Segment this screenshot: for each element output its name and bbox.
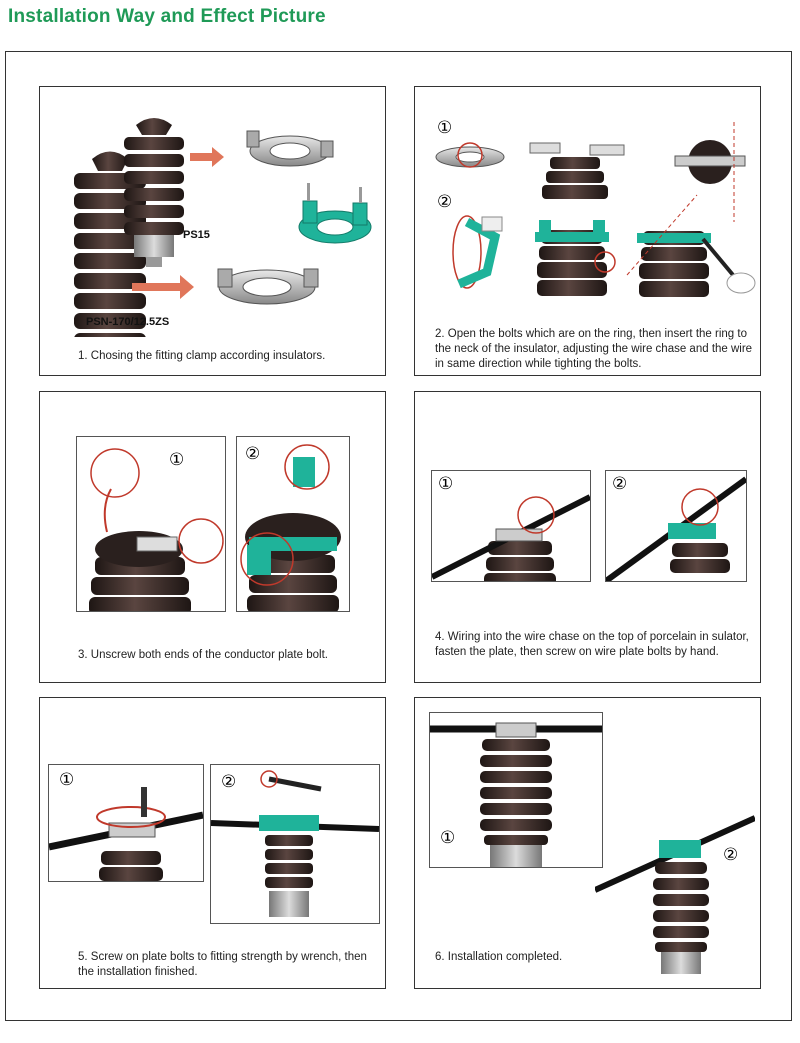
psn-label: PSN-170/12.5ZS [86,316,170,328]
step-4-photo-1 [431,470,591,582]
step-6-panel [414,697,761,989]
unscrew-photo-1 [77,437,225,611]
step-3-panel [39,391,386,683]
step-6-photo-1 [429,712,603,868]
completed-photo-1 [430,713,602,867]
wiring-photo-1 [432,471,590,581]
step-4-caption: 4. Wiring into the wire chase on the top of porcelain in sulator, fasten the plate, then screw on wire plate bolts by hand. [435,631,749,658]
step-2-panel [414,86,761,376]
marker-2: ② [612,474,628,493]
ring-insertion-illustration [415,87,760,312]
wrench-photo-1 [49,765,203,881]
marker-2: ② [723,845,739,864]
ps15-label: PS15 [183,229,210,241]
step-3-photo-2 [236,436,350,612]
step-3-photo-1 [76,436,226,612]
page-title: Installation Way and Effect Picture [8,6,326,27]
marker-1: ① [440,828,456,847]
step-5-panel [39,697,386,989]
step-5-photo-2 [210,764,380,924]
clamp-selection-illustration [40,87,385,337]
marker-1: ① [59,770,75,789]
step-5-caption: 5. Screw on plate bolts to fitting strength by wrench, then the installation finished. [78,951,367,978]
marker-1: ① [437,118,453,137]
step-4-panel [414,391,761,683]
marker-1: ① [169,450,185,469]
step-5-photo-1 [48,764,204,882]
step-2-caption: 2. Open the bolts which are on the ring, then insert the ring to the neck of the insulator, adjusting the wire chase and the wire in same direction while tighting the bolts. [435,328,753,370]
step-6-caption: 6. Installation completed. [435,951,563,963]
wrench-photo-2 [211,765,379,923]
marker-2: ② [245,444,261,463]
wiring-photo-2 [606,471,746,581]
marker-2: ② [437,192,453,211]
step-1-caption: 1. Chosing the fitting clamp according insulators. [78,350,326,362]
step-1-panel [39,86,386,376]
marker-1: ① [438,474,454,493]
marker-2: ② [221,772,237,791]
unscrew-photo-2 [237,437,349,611]
step-3-caption: 3. Unscrew both ends of the conductor plate bolt. [78,649,328,661]
step-4-photo-2 [605,470,747,582]
